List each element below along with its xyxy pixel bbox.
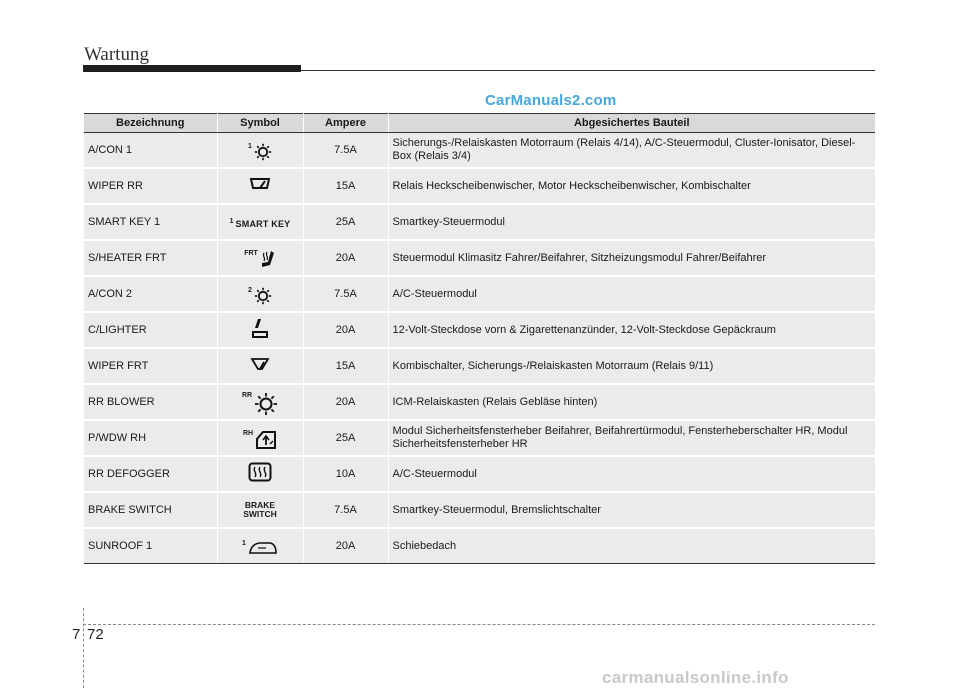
fuse-symbol — [217, 456, 303, 492]
fuse-component: 12-Volt-Steckdose vorn & Zigarettenanzünder, 12-Volt-Steckdose Gepäckraum — [388, 312, 875, 348]
symbol-superscript: RH — [242, 430, 254, 437]
power-window-icon — [255, 430, 277, 450]
fuse-component: Sicherungs-/Relaiskasten Motorraum (Relais 4/14), A/C-Steuermodul, Cluster-Ionisator, Diesel-Box (Relais 3/4) — [388, 133, 875, 169]
fuse-component: Smartkey-Steuermodul, Bremslichtschalter — [388, 492, 875, 528]
symbol-superscript: FRT — [244, 250, 258, 257]
column-header-symbol: Symbol — [217, 114, 303, 133]
fuse-name: A/CON 1 — [84, 133, 217, 169]
fuse-component: Kombischalter, Sicherungs-/Relaiskasten Motorraum (Relais 9/11) — [388, 348, 875, 384]
table-row — [84, 348, 875, 384]
symbol-superscript: 1 — [248, 143, 252, 150]
fuse-component: Schiebedach — [388, 528, 875, 564]
table-row — [84, 276, 875, 312]
table-row — [84, 240, 875, 276]
brake-switch-label-icon — [222, 501, 299, 519]
table-row — [84, 204, 875, 240]
fuse-symbol — [217, 240, 303, 276]
table-row — [84, 312, 875, 348]
watermark-top: CarManuals2.com — [485, 92, 617, 109]
fuse-component: ICM-Relaiskasten (Relais Gebläse hinten) — [388, 384, 875, 420]
fuse-symbol — [217, 133, 303, 169]
fuse-name: S/HEATER FRT — [84, 240, 217, 276]
fuse-symbol — [217, 528, 303, 564]
fuse-symbol — [217, 384, 303, 420]
fuse-name: RR BLOWER — [84, 384, 217, 420]
fuse-component: A/C-Steuermodul — [388, 456, 875, 492]
watermark-bottom: carmanualsonline.info — [602, 668, 789, 687]
fuse-name: RR DEFOGGER — [84, 456, 217, 492]
symbol-superscript: 2 — [248, 287, 252, 294]
column-header-component: Abgesichertes Bauteil — [388, 114, 875, 133]
column-header-ampere: Ampere — [303, 114, 388, 133]
fuse-component: Smartkey-Steuermodul — [388, 204, 875, 240]
fuse-ampere: 7.5A — [303, 276, 388, 312]
fuse-name: SUNROOF 1 — [84, 528, 217, 564]
symbol-superscript: 1 — [229, 217, 234, 225]
section-title: Wartung — [84, 44, 149, 65]
fuse-ampere: 20A — [303, 312, 388, 348]
fuse-ampere: 20A — [303, 528, 388, 564]
seat-heater-icon — [260, 250, 276, 270]
symbol-label: SMART KEY — [235, 218, 291, 229]
fuse-symbol — [217, 420, 303, 456]
symbol-label-line-1: BRAKE — [244, 500, 276, 510]
fuse-symbol — [217, 168, 303, 204]
chapter-number: 7 — [72, 626, 81, 643]
ac-fan-icon — [254, 287, 272, 305]
table-row — [84, 420, 875, 456]
table-row — [84, 528, 875, 564]
table-header-row — [84, 114, 875, 133]
symbol-label-line-2: SWITCH — [243, 509, 277, 519]
column-header-name: Bezeichnung — [84, 114, 217, 133]
fuse-ampere: 7.5A — [303, 133, 388, 169]
fuse-ampere: 15A — [303, 168, 388, 204]
header-bar — [83, 65, 301, 72]
cigarette-lighter-icon — [252, 317, 268, 339]
table-row — [84, 384, 875, 420]
fuse-name: BRAKE SWITCH — [84, 492, 217, 528]
fuse-name: SMART KEY 1 — [84, 204, 217, 240]
ac-fan-icon — [254, 143, 272, 161]
fuse-component: A/C-Steuermodul — [388, 276, 875, 312]
fuse-name: C/LIGHTER — [84, 312, 217, 348]
symbol-superscript: 1 — [242, 540, 246, 547]
fuse-ampere: 7.5A — [303, 492, 388, 528]
fuse-component: Relais Heckscheibenwischer, Motor Heckscheibenwischer, Kombischalter — [388, 168, 875, 204]
footer-rule — [83, 624, 875, 625]
symbol-superscript: RR — [241, 392, 253, 399]
fuse-ampere: 25A — [303, 420, 388, 456]
footer-divider — [83, 608, 84, 688]
table-row — [84, 168, 875, 204]
fuse-ampere: 25A — [303, 204, 388, 240]
fuse-symbol — [217, 204, 303, 240]
fuse-ampere: 20A — [303, 240, 388, 276]
fuse-table — [84, 113, 875, 564]
fuse-symbol — [217, 348, 303, 384]
table-row — [84, 492, 875, 528]
fuse-ampere: 20A — [303, 384, 388, 420]
smart-key-label-icon — [230, 218, 291, 231]
fuse-symbol — [217, 492, 303, 528]
rear-defogger-icon — [248, 462, 272, 482]
fuse-ampere: 15A — [303, 348, 388, 384]
rear-wiper-icon — [249, 176, 271, 192]
table-row — [84, 133, 875, 169]
blower-icon — [254, 392, 278, 416]
header-rule — [300, 70, 875, 71]
fuse-symbol — [217, 312, 303, 348]
fuse-name: P/WDW RH — [84, 420, 217, 456]
sunroof-icon — [248, 540, 278, 556]
fuse-name: WIPER FRT — [84, 348, 217, 384]
front-wiper-icon — [250, 357, 270, 371]
fuse-component: Modul Sicherheitsfensterheber Beifahrer, Beifahrertürmodul, Fensterheberschalter HR, Modul Sicherheitsfensterheber HR — [388, 420, 875, 456]
fuse-ampere: 10A — [303, 456, 388, 492]
fuse-name: A/CON 2 — [84, 276, 217, 312]
table-row — [84, 456, 875, 492]
page-number: 72 — [87, 626, 104, 643]
fuse-name: WIPER RR — [84, 168, 217, 204]
fuse-symbol — [217, 276, 303, 312]
fuse-component: Steuermodul Klimasitz Fahrer/Beifahrer, Sitzheizungsmodul Fahrer/Beifahrer — [388, 240, 875, 276]
